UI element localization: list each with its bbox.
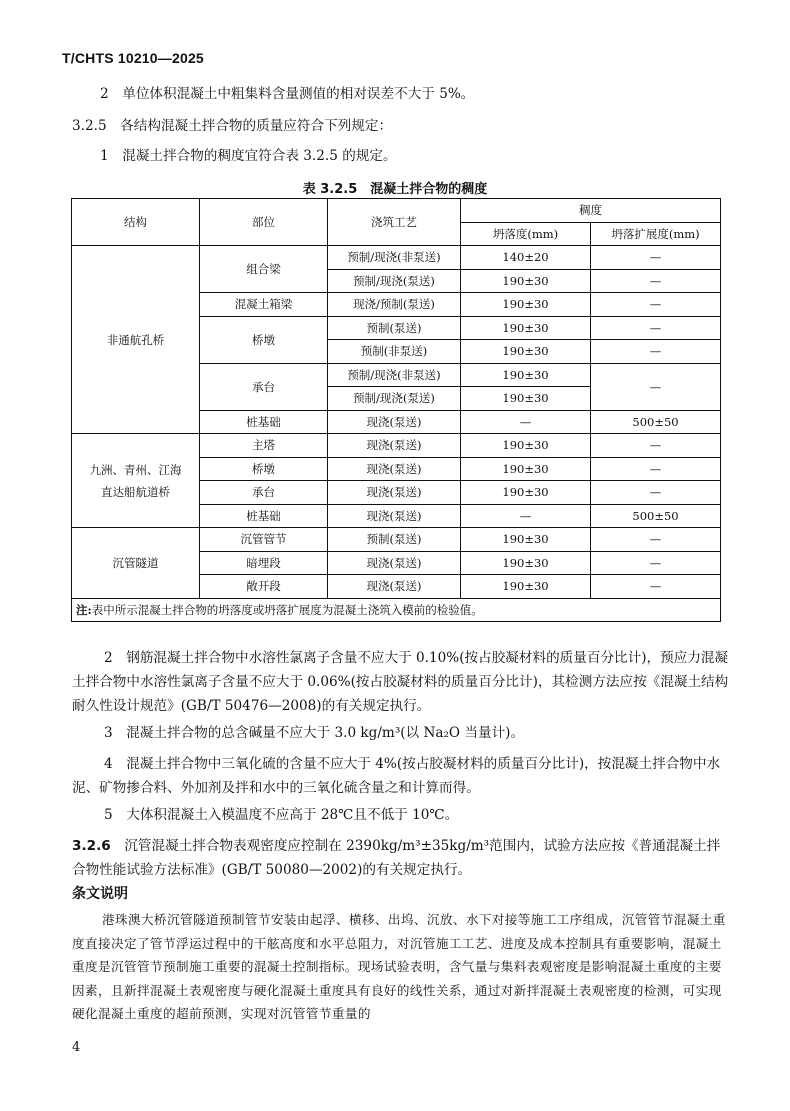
slump-cell: 190±30 (461, 316, 591, 340)
slump-cell: 190±30 (461, 481, 591, 505)
part-cell: 承台 (200, 481, 328, 505)
header-slump: 坍落度(mm) (461, 222, 591, 246)
slump-cell: 190±30 (461, 528, 591, 552)
part-cell: 桥墩 (200, 316, 328, 363)
slump-cell: 190±30 (461, 551, 591, 575)
spread-cell: 500±50 (591, 504, 721, 528)
part-cell: 承台 (200, 363, 328, 410)
page-number: 4 (72, 1040, 81, 1055)
header-spread: 坍落扩展度(mm) (591, 222, 721, 246)
part-cell: 桥墩 (200, 457, 328, 481)
clause-3-2-6 (72, 834, 732, 882)
part-cell: 组合梁 (200, 246, 328, 293)
part-cell: 桩基础 (200, 504, 328, 528)
process-cell: 现浇(泵送) (328, 410, 461, 434)
process-cell: 预制(泵送) (328, 316, 461, 340)
header-structure: 结构 (72, 199, 200, 246)
part-cell: 暗埋段 (200, 551, 328, 575)
note-label: 注: (76, 602, 92, 617)
table-row (72, 434, 721, 458)
clause-text: 沉管混凝土拌合物表观密度应控制在 2390kg/m³±35kg/m³范围内，试验方法应按《普通混凝土拌合物性能试验方法标准》(GB/T 50080—2002)的有关规定执行。 (72, 838, 721, 878)
header-consistency: 稠度 (461, 199, 721, 223)
process-cell: 预制(非泵送) (328, 340, 461, 364)
note-text: 表中所示混凝土拌合物的坍落度或坍落扩展度为混凝土浇筑入模前的检验值。 (91, 602, 483, 617)
process-cell: 现浇(泵送) (328, 504, 461, 528)
slump-cell: 190±30 (461, 269, 591, 293)
process-cell: 现浇(泵送) (328, 575, 461, 599)
clause-item-5-temperature: 5 大体积混凝土入模温度不应高于 28℃且不低于 10℃。 (104, 807, 459, 823)
spread-cell: — (591, 528, 721, 552)
slump-cell: 190±30 (461, 340, 591, 364)
process-cell: 现浇(泵送) (328, 481, 461, 505)
document-code: T/CHTS 10210—2025 (62, 50, 204, 66)
process-cell: 预制/现浇(非泵送) (328, 363, 461, 387)
table-note (72, 598, 721, 622)
header-part: 部位 (200, 199, 328, 246)
spread-cell: — (591, 246, 721, 270)
slump-cell: 140±20 (461, 246, 591, 270)
spread-cell: — (591, 434, 721, 458)
structure-cell: 非通航孔桥 (72, 246, 200, 434)
slump-cell: 190±30 (461, 457, 591, 481)
slump-cell: 190±30 (461, 387, 591, 411)
part-cell: 混凝土箱梁 (200, 293, 328, 317)
spread-cell: — (591, 316, 721, 340)
spread-cell: — (591, 269, 721, 293)
spread-cell: — (591, 457, 721, 481)
clause-item-1: 1 混凝土拌合物的稠度宜符合表 3.2.5 的规定。 (100, 148, 397, 164)
clause-item-4-sulfur: 4 混凝土拌合物中三氧化硫的含量不应大于 4%(按占胶凝材料的质量百分比计)，按混凝土拌合物中水泥、矿物掺合料、外加剂及拌和水中的三氧化硫含量之和计算而得。 (72, 756, 721, 796)
process-cell: 现浇(泵送) (328, 457, 461, 481)
clause-number: 3.2.6 (72, 838, 111, 854)
process-cell: 预制/现浇(泵送) (328, 387, 461, 411)
commentary-title: 条文说明 (72, 886, 128, 902)
clause-item-3-alkali: 3 混凝土拌合物的总含碱量不应大于 3.0 kg/m³(以 Na₂O 当量计)。 (104, 725, 525, 741)
slump-cell: — (461, 410, 591, 434)
part-cell: 主塔 (200, 434, 328, 458)
spread-cell: — (591, 481, 721, 505)
spread-cell: — (591, 363, 721, 410)
spread-cell: — (591, 340, 721, 364)
process-cell: 现浇/预制(泵送) (328, 293, 461, 317)
clause-item-2-chloride: 2 钢筋混凝土拌合物中水溶性氯离子含量不应大于 0.10%(按占胶凝材料的质量百分比计)，预应力混凝土拌合物中水溶性氯离子含量不应大于 0.06%(按占胶凝材料的质量百分比计)，其检测方法应按《混凝土结构耐久性设计规范》(GB/T 50476—2008)的有关规定执行。 (72, 650, 729, 714)
process-cell: 现浇(泵送) (328, 434, 461, 458)
slump-cell: 190±30 (461, 293, 591, 317)
slump-cell: — (461, 504, 591, 528)
structure-cell: 九洲、青州、江海直达船航道桥 (72, 434, 200, 528)
clause-3-2-5: 3.2.5 各结构混凝土拌合物的质量应符合下列规定： (72, 118, 393, 134)
table-caption: 表 3.2.5 混凝土拌合物的稠度 (302, 182, 488, 197)
process-cell: 预制/现浇(非泵送) (328, 246, 461, 270)
table-row (72, 528, 721, 552)
commentary-body: 港珠澳大桥沉管隧道预制管节安装由起浮、横移、出坞、沉放、水下对接等施工工序组成，沉管管节混凝土重度直接决定了管节浮运过程中的干舷高度和水平总阻力，对沉管施工工艺、进度及成本控制具有重要影响，混凝土重度是沉管管节预制施工重要的混凝土控制指标。现场试验表明，含气量与集料表观密度是影响混凝土重度的主要因素，且新拌混凝土表观密度与硬化混凝土重度具有良好的线性关系，通过对新拌混凝土表观密度的检测，可实现硬化混凝土重度的超前预测，实现对沉管管节重量的 (72, 912, 726, 1022)
slump-cell: 190±30 (461, 575, 591, 599)
table-row (72, 246, 721, 270)
part-cell: 桩基础 (200, 410, 328, 434)
spread-cell: — (591, 551, 721, 575)
part-cell: 敞开段 (200, 575, 328, 599)
clause-item-2: 2 单位体积混凝土中粗集料含量测值的相对误差不大于 5%。 (100, 86, 475, 102)
process-cell: 现浇(泵送) (328, 551, 461, 575)
spread-cell: 500±50 (591, 410, 721, 434)
structure-cell: 沉管隧道 (72, 528, 200, 599)
spread-cell: — (591, 293, 721, 317)
header-process: 浇筑工艺 (328, 199, 461, 246)
spread-cell: — (591, 575, 721, 599)
slump-cell: 190±30 (461, 363, 591, 387)
process-cell: 预制(泵送) (328, 528, 461, 552)
table-note-row (72, 598, 721, 622)
process-cell: 预制/现浇(泵送) (328, 269, 461, 293)
slump-cell: 190±30 (461, 434, 591, 458)
part-cell: 沉管管节 (200, 528, 328, 552)
consistency-table (71, 198, 721, 622)
